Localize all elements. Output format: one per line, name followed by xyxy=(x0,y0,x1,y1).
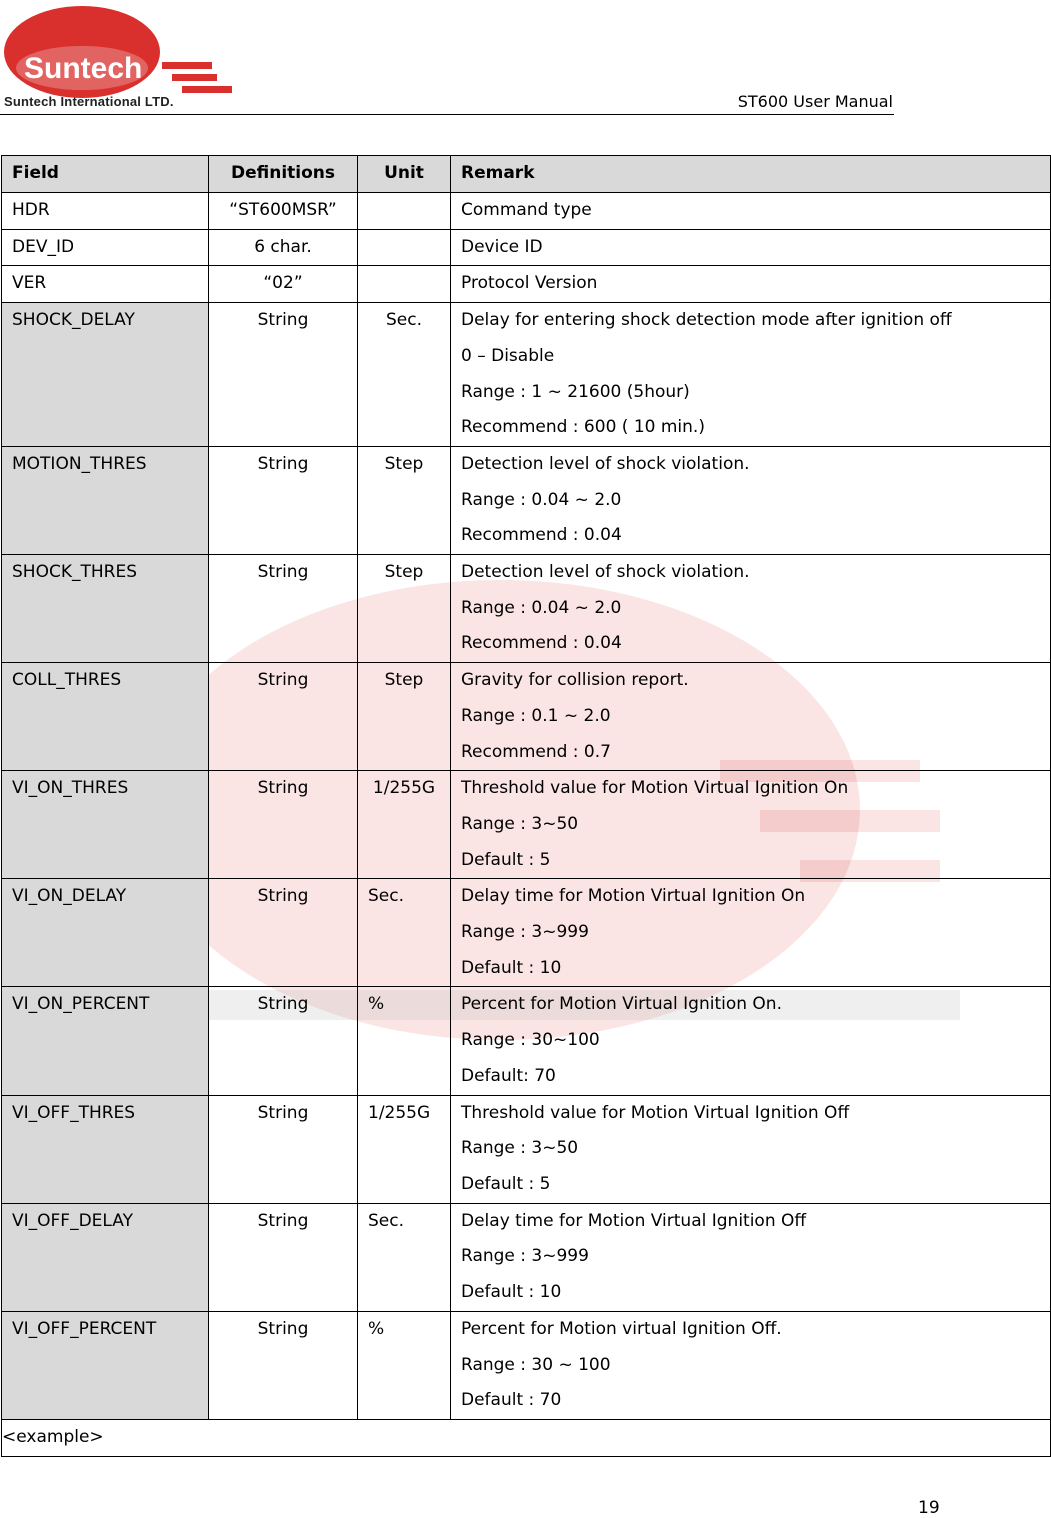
row-remark: Device ID xyxy=(451,229,1051,266)
row-definition: 6 char. xyxy=(209,229,358,266)
row-unit: Sec. xyxy=(358,1203,451,1311)
header-definitions: Definitions xyxy=(209,156,358,193)
row-unit xyxy=(358,266,451,303)
row-unit: Sec. xyxy=(358,879,451,987)
row-unit: 1/255G xyxy=(358,1095,451,1203)
row-field: VI_OFF_PERCENT xyxy=(2,1311,209,1419)
row-field: VI_OFF_DELAY xyxy=(2,1203,209,1311)
table-row xyxy=(2,303,1051,447)
logo-word: Suntech xyxy=(24,52,143,85)
row-definition: String xyxy=(209,555,358,663)
row-unit xyxy=(358,193,451,230)
row-remark: Command type xyxy=(451,193,1051,230)
page-number: 19 xyxy=(918,1498,940,1518)
row-remark: Protocol Version xyxy=(451,266,1051,303)
company-name: Suntech International LTD. xyxy=(4,94,174,109)
table-row xyxy=(2,446,1051,554)
row-field: COLL_THRES xyxy=(2,663,209,771)
row-definition: String xyxy=(209,663,358,771)
row-field: HDR xyxy=(2,193,209,230)
table-row xyxy=(2,193,1051,230)
row-remark: Threshold value for Motion Virtual Ignition Off Range : 3~50 Default : 5 xyxy=(451,1095,1051,1203)
row-definition: “02” xyxy=(209,266,358,303)
row-definition: String xyxy=(209,446,358,554)
table-row xyxy=(2,229,1051,266)
table-row xyxy=(2,1311,1051,1419)
row-remark: Percent for Motion Virtual Ignition On. Range : 30~100 Default: 70 xyxy=(451,987,1051,1095)
row-unit: % xyxy=(358,987,451,1095)
row-unit xyxy=(358,229,451,266)
row-field: MOTION_THRES xyxy=(2,446,209,554)
row-definition: String xyxy=(209,879,358,987)
row-field: VI_ON_THRES xyxy=(2,771,209,879)
spec-table xyxy=(1,155,1051,1457)
row-unit: 1/255G xyxy=(358,771,451,879)
table-row xyxy=(2,1095,1051,1203)
row-definition: String xyxy=(209,303,358,447)
row-remark: Delay time for Motion Virtual Ignition On Range : 3~999 Default : 10 xyxy=(451,879,1051,987)
row-unit: Step xyxy=(358,663,451,771)
row-field: DEV_ID xyxy=(2,229,209,266)
header-unit: Unit xyxy=(358,156,451,193)
table-row xyxy=(2,663,1051,771)
table-row xyxy=(2,879,1051,987)
header-field: Field xyxy=(2,156,209,193)
row-unit: % xyxy=(358,1311,451,1419)
row-field: VI_OFF_THRES xyxy=(2,1095,209,1203)
table-row xyxy=(2,771,1051,879)
manual-title: ST600 User Manual xyxy=(737,92,893,111)
row-remark: Detection level of shock violation. Range : 0.04 ~ 2.0 Recommend : 0.04 xyxy=(451,446,1051,554)
row-remark: Delay time for Motion Virtual Ignition Off Range : 3~999 Default : 10 xyxy=(451,1203,1051,1311)
example-row xyxy=(2,1419,1051,1456)
row-unit: Sec. xyxy=(358,303,451,447)
row-remark: Threshold value for Motion Virtual Ignition On Range : 3~50 Default : 5 xyxy=(451,771,1051,879)
header-rule xyxy=(0,114,894,115)
row-field: VI_ON_DELAY xyxy=(2,879,209,987)
example-label: <example> xyxy=(2,1419,1051,1456)
row-remark: Percent for Motion virtual Ignition Off. Range : 30 ~ 100 Default : 70 xyxy=(451,1311,1051,1419)
table-row xyxy=(2,266,1051,303)
row-definition: String xyxy=(209,771,358,879)
row-remark: Gravity for collision report. Range : 0.1 ~ 2.0 Recommend : 0.7 xyxy=(451,663,1051,771)
row-field: SHOCK_THRES xyxy=(2,555,209,663)
row-remark: Detection level of shock violation. Range : 0.04 ~ 2.0 Recommend : 0.04 xyxy=(451,555,1051,663)
table-header-row xyxy=(2,156,1051,193)
row-definition: String xyxy=(209,1095,358,1203)
row-definition: String xyxy=(209,1311,358,1419)
row-field: VI_ON_PERCENT xyxy=(2,987,209,1095)
row-definition: “ST600MSR” xyxy=(209,193,358,230)
row-unit: Step xyxy=(358,555,451,663)
table-row xyxy=(2,1203,1051,1311)
table-row xyxy=(2,555,1051,663)
row-field: SHOCK_DELAY xyxy=(2,303,209,447)
row-unit: Step xyxy=(358,446,451,554)
table-row xyxy=(2,987,1051,1095)
row-definition: String xyxy=(209,987,358,1095)
row-remark: Delay for entering shock detection mode after ignition off 0 – Disable Range : 1 ~ 21600 (5hour) Recommend : 600 ( 10 min.) xyxy=(451,303,1051,447)
row-definition: String xyxy=(209,1203,358,1311)
header-remark: Remark xyxy=(451,156,1051,193)
row-field: VER xyxy=(2,266,209,303)
